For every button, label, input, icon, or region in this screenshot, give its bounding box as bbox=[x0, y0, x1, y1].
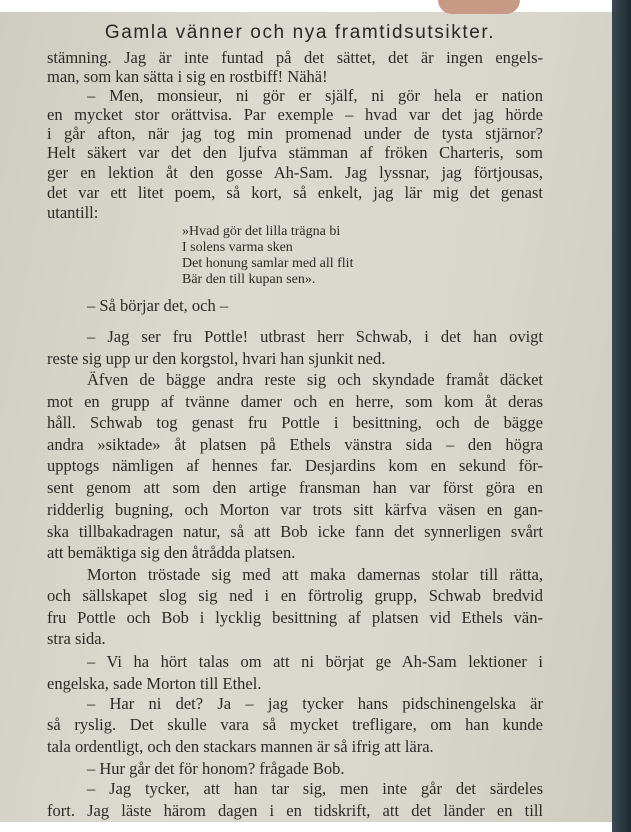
text-line: en mycket stor orättvisa. Par exemple – hvad var det jag hörde bbox=[47, 105, 543, 124]
text-line: stämning. Jag är inte funtad på det sättet, det är ingen engels- bbox=[47, 48, 543, 67]
text-line: mot en grupp af tvänne damer och en herre, som kom åt deras bbox=[47, 392, 543, 411]
text-line: reste sig upp ur den korgstol, hvari han sjunkit ned. bbox=[47, 349, 386, 368]
text-line: och sällskapet slog sig ned i en förtrolig grupp, Schwab bredvid bbox=[47, 586, 543, 605]
text-line: Bär den till kupan sen». bbox=[182, 272, 316, 287]
text-line: Det honung samlar med all flit bbox=[182, 256, 354, 271]
book-page bbox=[0, 12, 616, 822]
text-line: Helt säkert var det den ljufva stämman af fröken Charteris, som bbox=[47, 143, 543, 162]
text-line: ridderlig bugning, och Morton var trots sitt kärfva väsen en gan- bbox=[47, 500, 543, 519]
text-line: man, som kan sätta i sig en rostbiff! Nähä! bbox=[47, 67, 328, 86]
text-line: stra sida. bbox=[47, 629, 106, 648]
chapter-heading: Gamla vänner och nya framtidsutsikter. bbox=[104, 22, 496, 43]
text-line: – Jag tycker, att han tar sig, men inte går det särdeles bbox=[87, 779, 543, 798]
text-line: det var ett litet poem, så kort, så enkelt, jag lär mig det genast bbox=[47, 183, 543, 202]
text-line: Morton tröstade sig med att maka damernas stolar till rätta, bbox=[87, 565, 543, 584]
text-line: – Men, monsieur, ni gör er själf, ni gör hela er nation bbox=[87, 86, 543, 105]
text-line: – Har ni det? Ja – jag tycker hans pidschinengelska är bbox=[87, 694, 543, 713]
text-line: sent genom att som den artige fransman han var först göra en bbox=[47, 478, 543, 497]
text-line: upptogs nämligen af hennes far. Desjardins kom en sekund för- bbox=[47, 456, 543, 475]
text-line: utantill: bbox=[47, 203, 99, 222]
text-line: I solens varma sken bbox=[182, 240, 293, 255]
book-spine-edge bbox=[612, 0, 631, 832]
text-line: – Vi ha hört talas om att ni börjat ge Ah-Sam lektioner i bbox=[87, 652, 543, 671]
text-line: »Hvad gör det lilla trägna bi bbox=[182, 224, 341, 239]
text-line: i går afton, när jag tog min promenad under de tysta stjärnor? bbox=[47, 124, 543, 143]
text-line: så ryslig. Det skulle vara så mycket trefligare, om han kunde bbox=[47, 715, 543, 734]
text-line: håll. Schwab tog genast fru Pottle i besittning, och de bägge bbox=[47, 413, 543, 432]
text-line: – Hur går det för honom? frågade Bob. bbox=[87, 759, 345, 778]
text-line: fru Pottle och Bob i lycklig besittning af platsen vid Ethels vän- bbox=[47, 608, 543, 627]
text-line: Äfven de bägge andra reste sig och skyndade framåt däcket bbox=[87, 370, 543, 389]
text-line: ska tillbakadragen natur, så att Bob icke fann det synnerligen svårt bbox=[47, 522, 543, 541]
finger-edge bbox=[438, 0, 520, 14]
text-line: att bemäktiga sig den åtrådda platsen. bbox=[47, 543, 296, 562]
text-line: andra »siktade» åt platsen på Ethels vänstra sida – den högra bbox=[47, 435, 543, 454]
text-line: fort. Jag läste härom dagen i en tidskrift, att det länder en till bbox=[47, 801, 543, 820]
text-line: – Jag ser fru Pottle! utbrast herr Schwab, i det han ovigt bbox=[87, 327, 543, 346]
text-line: engelska, sade Morton till Ethel. bbox=[47, 674, 262, 693]
text-line: tala ordentligt, och den stackars mannen är så ifrig att lära. bbox=[47, 737, 434, 756]
text-line: – Så börjar det, och – bbox=[87, 296, 229, 315]
text-line: ger en lektion åt den gosse Ah-Sam. Jag lyssnar, jag förtjousas, bbox=[47, 163, 543, 182]
